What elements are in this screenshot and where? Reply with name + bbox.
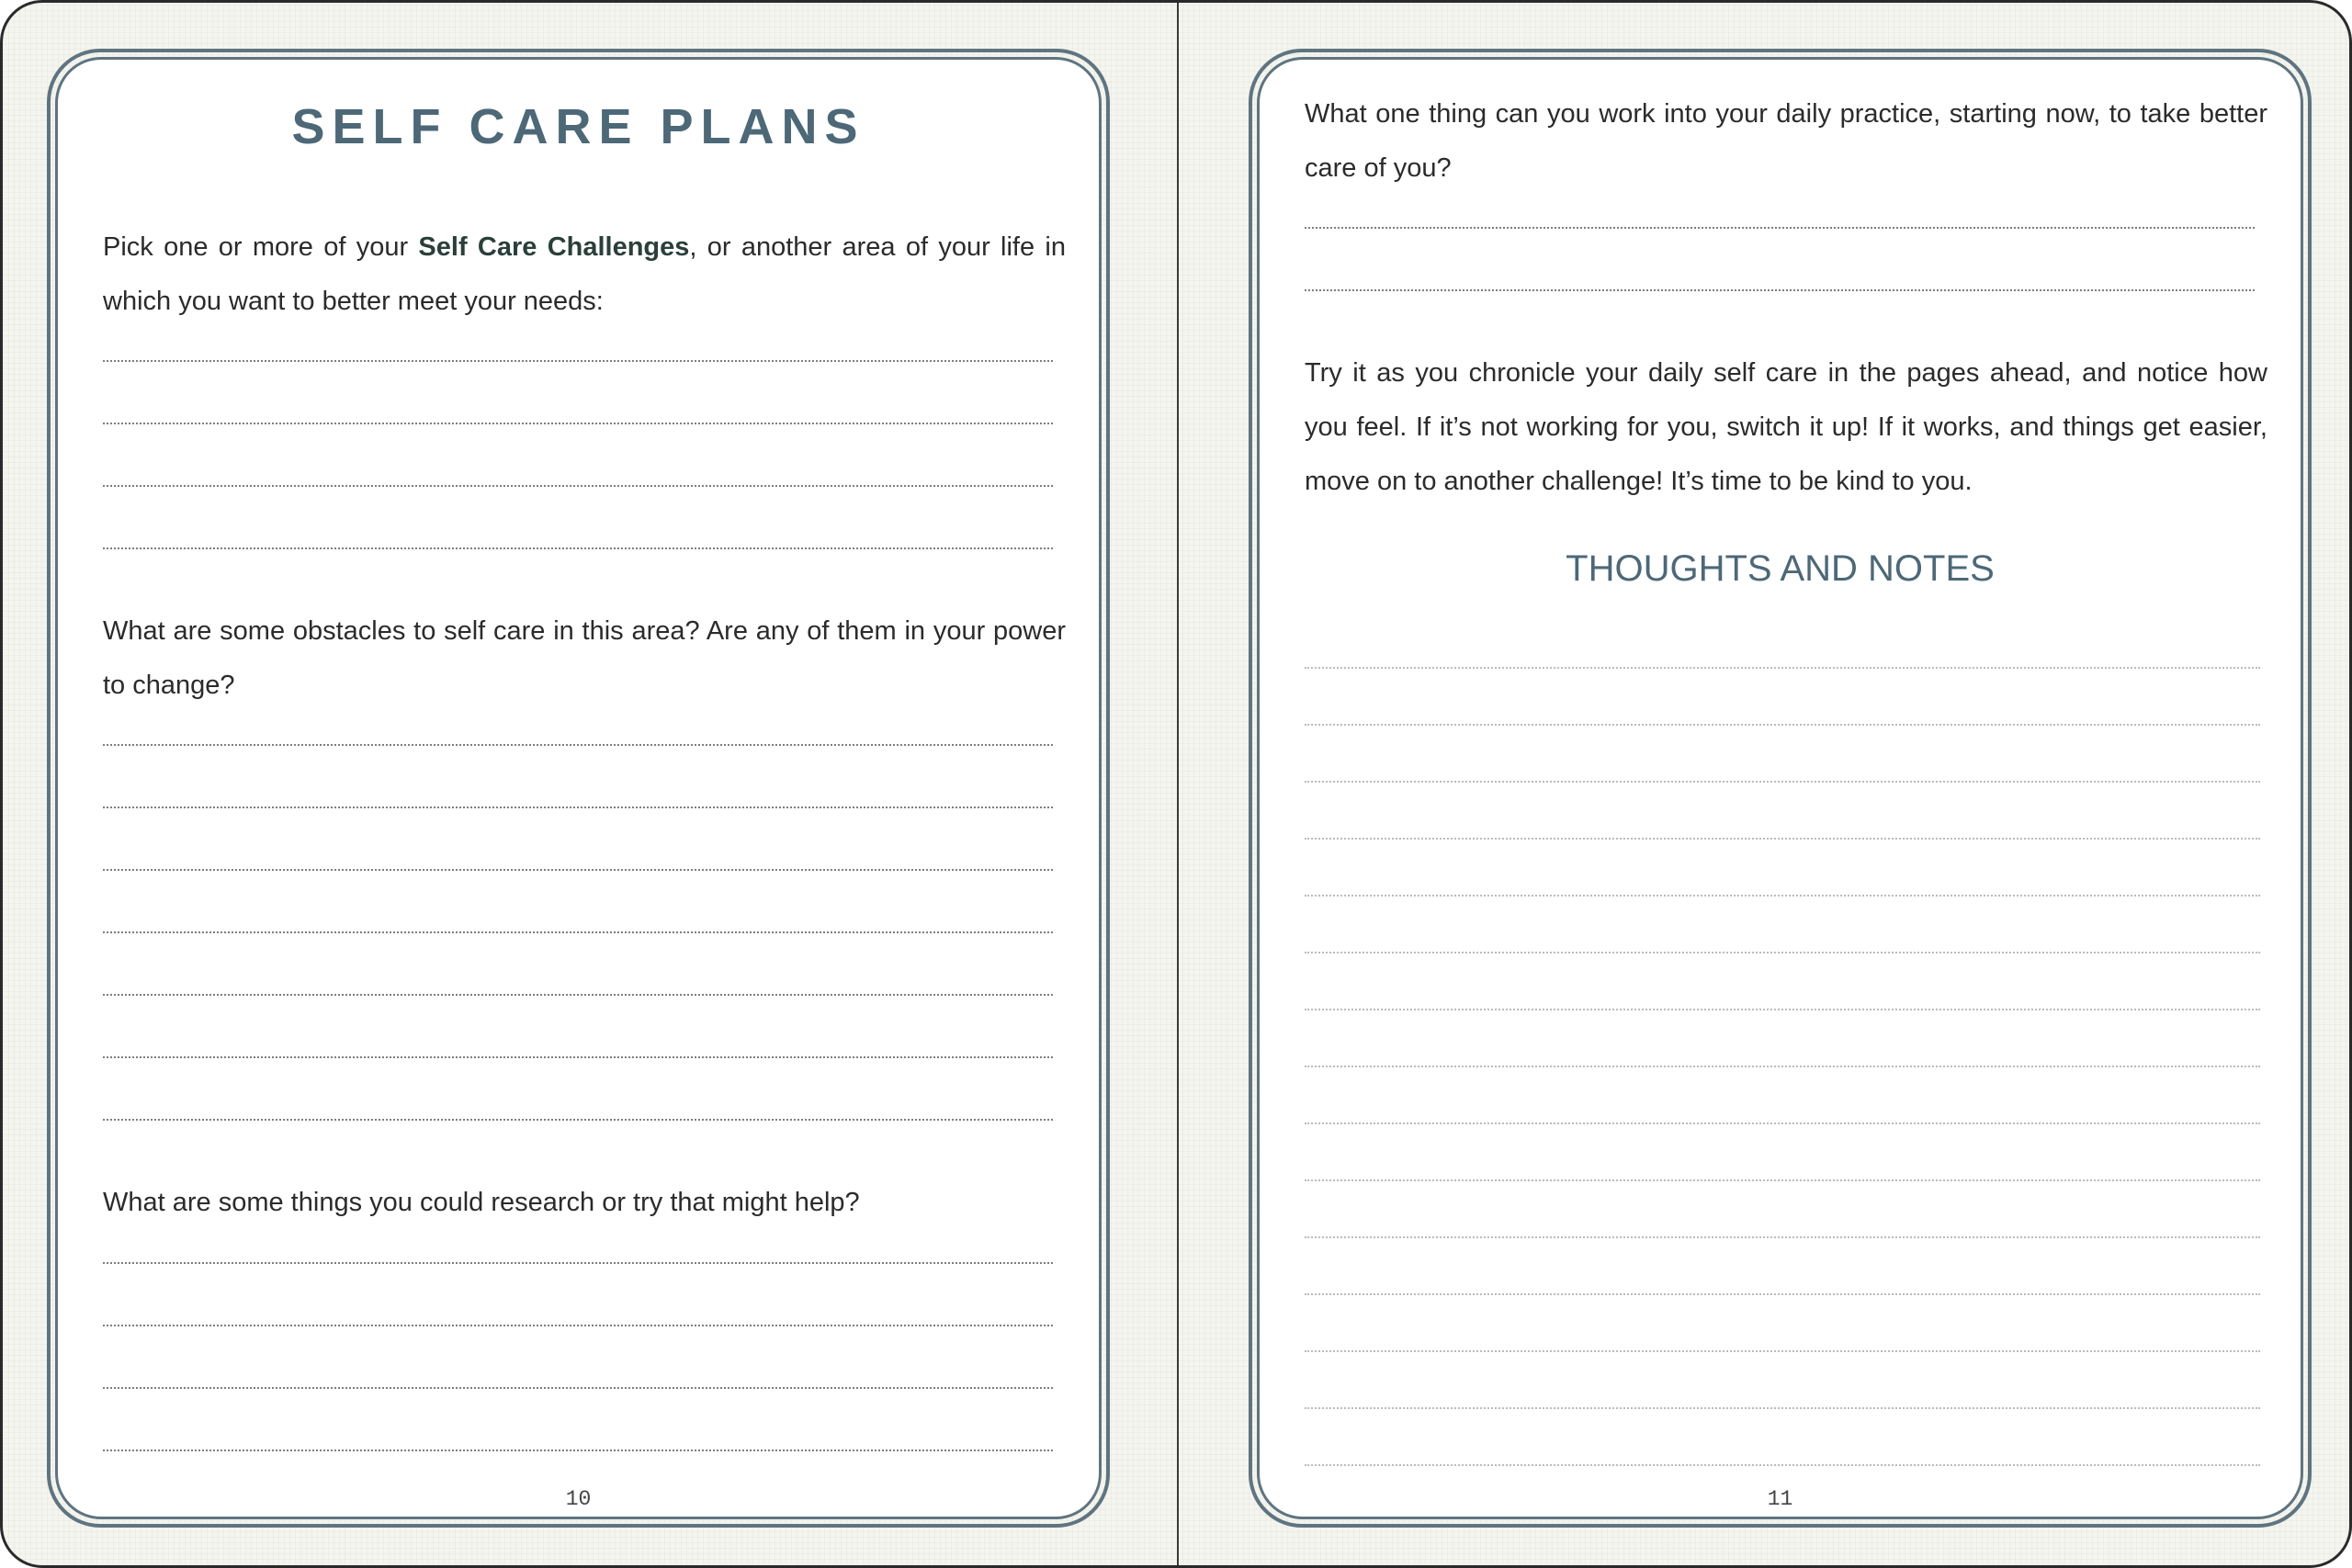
writing-line[interactable] [103, 1387, 1053, 1389]
writing-line[interactable] [1305, 227, 2255, 229]
prompt-text-end: , or another area of your life in which you want to better meet your needs: [103, 232, 1066, 316]
page-number: 11 [1767, 1487, 1793, 1511]
writing-line[interactable] [103, 869, 1053, 871]
notes-line[interactable] [1305, 952, 2260, 953]
notes-line[interactable] [1305, 1122, 2260, 1124]
notes-line[interactable] [1305, 1293, 2260, 1295]
notes-line[interactable] [1305, 667, 2260, 669]
notes-line[interactable] [1305, 1009, 2260, 1010]
writing-line[interactable] [103, 1262, 1053, 1264]
notes-line[interactable] [1305, 1179, 2260, 1181]
writing-line[interactable] [103, 547, 1053, 549]
left-page-frame [47, 49, 1110, 1528]
writing-line[interactable] [103, 360, 1053, 362]
writing-line[interactable] [103, 994, 1053, 996]
notes-line[interactable] [1305, 1407, 2260, 1409]
prompt-research: What are some things you could research or try that might help? [103, 1188, 860, 1217]
writing-line[interactable] [103, 1056, 1053, 1058]
notes-line[interactable] [1305, 1350, 2260, 1352]
left-page [55, 57, 1102, 1519]
notes-line[interactable] [1305, 1464, 2260, 1466]
prompt-obstacles: What are some obstacles to self care in this area? Are any of them in your power to change? [103, 616, 1066, 700]
writing-line[interactable] [103, 485, 1053, 487]
book-spine [1177, 3, 1179, 1568]
notes-line[interactable] [1305, 838, 2260, 840]
notes-line[interactable] [1305, 781, 2260, 783]
writing-line[interactable] [103, 1450, 1053, 1451]
writing-line[interactable] [103, 931, 1053, 933]
writing-line[interactable] [103, 1325, 1053, 1326]
writing-line[interactable] [103, 807, 1053, 808]
prompt-text-start: Pick one or more of your [103, 232, 419, 262]
prompt-try-it: Try it as you chronicle your daily self care in the pages ahead, and notice how you feel. If it’s not working for you, switch it up! If it works, and things get easier, move on to another challenge! It’s time to be kind to you. [1305, 358, 2267, 496]
writing-line[interactable] [103, 423, 1053, 424]
prompt-self-care-challenges [103, 220, 1066, 329]
writing-line[interactable] [1305, 289, 2255, 291]
notes-line[interactable] [1305, 895, 2260, 897]
self-care-challenges-emphasis: Self Care Challenges [418, 232, 690, 262]
page-number: 10 [565, 1487, 592, 1511]
notes-line[interactable] [1305, 1236, 2260, 1238]
page-title: SELF CARE PLANS [291, 99, 865, 154]
writing-line[interactable] [103, 744, 1053, 746]
right-page [1257, 57, 2303, 1519]
prompt-daily-practice: What one thing can you work into your daily practice, starting now, to take better care of you? [1305, 99, 2267, 183]
notes-line[interactable] [1305, 724, 2260, 726]
writing-line[interactable] [103, 1119, 1053, 1121]
section-title: THOUGHTS AND NOTES [1566, 548, 1995, 589]
notes-line[interactable] [1305, 1066, 2260, 1067]
right-page-frame [1249, 49, 2312, 1528]
